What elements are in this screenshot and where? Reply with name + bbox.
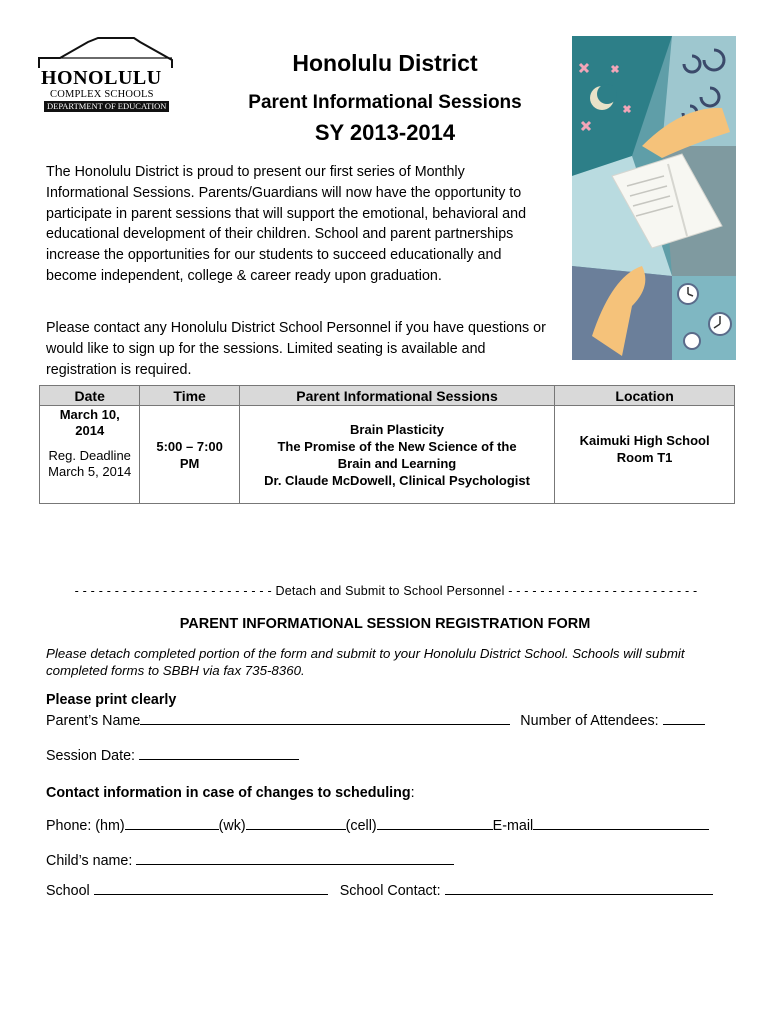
cell-location: [555, 406, 735, 504]
session-date: March 10, 2014: [59, 407, 120, 438]
session-date-row: [46, 745, 299, 764]
logo-line-complex: COMPLEX SCHOOLS: [50, 89, 154, 100]
phone-hm-label: Phone: (hm): [46, 818, 125, 834]
session-date-field[interactable]: [139, 745, 299, 760]
session-title: Brain Plasticity: [350, 421, 444, 437]
session-time: 5:00 – 7:00 PM: [156, 438, 223, 471]
cell-date: [40, 406, 140, 504]
contact-heading-colon: :: [410, 785, 415, 801]
registration-deadline: Reg. Deadline March 5, 2014: [48, 448, 132, 479]
page-subtitle: Parent Informational Sessions: [248, 92, 522, 113]
phone-wk-label: (wk): [218, 818, 246, 834]
table-row: [40, 406, 735, 504]
cell-time: [140, 406, 239, 504]
session-presenter: Dr. Claude McDowell, Clinical Psychologist: [264, 472, 530, 488]
education-collage-illustration: [572, 36, 736, 360]
phone-row: [46, 815, 709, 834]
school-year: SY 2013-2014: [314, 120, 456, 145]
logo-name: HONOLULU: [41, 67, 162, 89]
session-location: Kaimuki High School Room T1: [579, 432, 710, 465]
phone-work-field[interactable]: [246, 815, 346, 830]
school-field[interactable]: [94, 880, 328, 895]
header-date: Date: [40, 386, 140, 406]
header-location: Location: [555, 386, 735, 406]
registration-form-title: PARENT INFORMATIONAL SESSION REGISTRATION FORM: [179, 616, 591, 632]
cell-session: [239, 406, 554, 504]
email-label: E-mail: [492, 818, 534, 834]
parents-name-label: Parent’s Name: [46, 713, 141, 729]
contact-heading-row: [46, 785, 415, 801]
phone-cell-label: (cell): [345, 818, 377, 834]
intro-paragraph: The Honolulu District is proud to present our first series of Monthly Informational Sessions. Parents/Guardians will now have the opportunity to participate in parent sessions that will support the emotional, behavioral and educational development of their children. School and parent partnerships increase the opportunities for our students to succeed educationally and become independent, college & career ready upon graduation.: [46, 164, 527, 284]
email-field[interactable]: [533, 815, 709, 830]
parents-name-row: [46, 710, 705, 729]
attendees-label: Number of Attendees:: [520, 713, 659, 729]
detach-line: - - - - - - - - - - - - - - - - - - - - - - - - - Detach and Submit to School Personnel - - - - - - - - - - - - - - - - - - - - - - - -: [74, 584, 698, 598]
table-header-row: [40, 386, 735, 406]
session-subtitle: The Promise of the New Science of the Brain and Learning: [277, 438, 517, 471]
school-contact-label: School Contact:: [339, 883, 441, 899]
contact-paragraph: Please contact any Honolulu District School Personnel if you have questions or would like to sign up for the sessions. Limited seating is available and registration is required.: [46, 320, 546, 378]
school-label: School: [46, 883, 90, 899]
sessions-table: [39, 385, 735, 504]
header-session: Parent Informational Sessions: [239, 386, 554, 406]
schoolhouse-roof-icon: [36, 36, 176, 70]
logo-line-department: DEPARTMENT OF EDUCATION: [44, 101, 169, 112]
school-row: [46, 880, 713, 899]
header-time: Time: [140, 386, 239, 406]
child-name-row: [46, 850, 454, 869]
phone-home-field[interactable]: [125, 815, 219, 830]
page-title: Honolulu District: [292, 50, 478, 76]
honolulu-complex-schools-logo: [36, 36, 176, 112]
contact-heading: Contact information in case of changes to scheduling: [46, 785, 411, 801]
print-clearly-label: Please print clearly: [46, 692, 177, 708]
form-instructions: Please detach completed portion of the form and submit to your Honolulu District School. Schools will submit completed forms to SBBH via fax 735-8360.: [46, 646, 685, 678]
school-contact-field[interactable]: [445, 880, 713, 895]
parents-name-field[interactable]: [140, 710, 510, 725]
attendees-field[interactable]: [663, 710, 705, 725]
child-name-label: Child’s name:: [46, 853, 133, 869]
session-date-label: Session Date:: [46, 748, 136, 764]
child-name-field[interactable]: [136, 850, 454, 865]
phone-cell-field[interactable]: [377, 815, 493, 830]
